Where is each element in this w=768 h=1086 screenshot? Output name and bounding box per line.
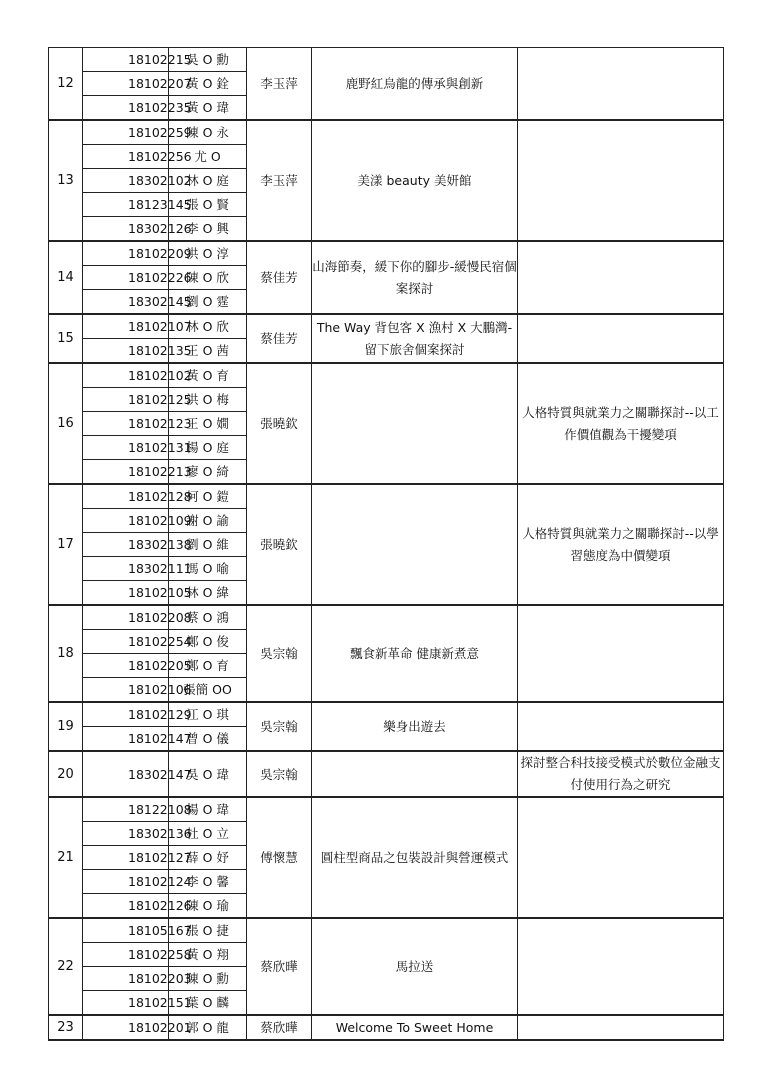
advisor-name: 李玉萍 — [247, 48, 312, 121]
group-number: 19 — [49, 702, 83, 751]
student-id: 18102105 — [83, 581, 169, 606]
table-row — [49, 363, 724, 388]
student-name: 張 O 賢 — [169, 193, 247, 217]
table-row — [49, 605, 724, 630]
student-name: 王 O 嫺 — [169, 412, 247, 436]
table-row — [49, 484, 724, 509]
table-row — [49, 797, 724, 822]
student-name: 柯 O 鎧 — [169, 484, 247, 509]
student-id: 18102213 — [83, 460, 169, 485]
student-id: 18102254 — [83, 630, 169, 654]
group-number: 13 — [49, 120, 83, 241]
student-name: 陳 O 欣 — [169, 266, 247, 290]
student-name: 李 O 興 — [169, 217, 247, 242]
advisor-name: 張曉欽 — [247, 363, 312, 484]
group-block — [49, 241, 724, 314]
table-row — [49, 48, 724, 72]
advisor-name: 蔡佳芳 — [247, 314, 312, 363]
project-title: 樂身出遊去 — [312, 702, 518, 751]
project-title: 鹿野紅烏龍的傳承與創新 — [312, 48, 518, 121]
student-id: 18102147 — [83, 727, 169, 752]
group-number: 15 — [49, 314, 83, 363]
student-name: 楊 O 庭 — [169, 436, 247, 460]
group-block — [49, 1015, 724, 1040]
student-id: 18102129 — [83, 702, 169, 727]
student-id: 18102201 — [83, 1015, 169, 1040]
student-name: 洪 O 淳 — [169, 241, 247, 266]
student-id: 18102125 — [83, 388, 169, 412]
student-name: 黃 O 翔 — [169, 943, 247, 967]
advisor-name: 李玉萍 — [247, 120, 312, 241]
research-topic — [518, 120, 724, 241]
student-name: 吳 O 瑋 — [169, 751, 247, 797]
student-id: 18102203 — [83, 967, 169, 991]
student-name: 黃 O 育 — [169, 363, 247, 388]
project-title: 馬拉送 — [312, 918, 518, 1015]
table-row — [49, 120, 724, 145]
group-number: 14 — [49, 241, 83, 314]
table-row — [49, 1015, 724, 1040]
research-topic — [518, 241, 724, 314]
student-id: 18102151 — [83, 991, 169, 1016]
project-title — [312, 751, 518, 797]
student-name: 鄭 O 育 — [169, 654, 247, 678]
research-topic: 人格特質與就業力之關聯探討--以學習態度為中價變項 — [518, 484, 724, 605]
group-block — [49, 48, 724, 121]
table-row — [49, 702, 724, 727]
student-id: 18102258 — [83, 943, 169, 967]
student-id: 18102107 — [83, 314, 169, 339]
student-name: 林 O 緯 — [169, 581, 247, 606]
student-id: 18122108 — [83, 797, 169, 822]
table-row — [49, 314, 724, 339]
group-block — [49, 751, 724, 797]
student-name: 劉 O 霆 — [169, 290, 247, 315]
student-id: 18302111 — [83, 557, 169, 581]
student-id: 18123145 — [83, 193, 169, 217]
student-id: 18302145 — [83, 290, 169, 315]
student-id: 18102106 — [83, 678, 169, 703]
group-block — [49, 314, 724, 363]
student-name: 陳 O 永 — [169, 120, 247, 145]
student-name: 薛 O 妤 — [169, 846, 247, 870]
student-id: 18102135 — [83, 339, 169, 364]
project-title: 美漾 beauty 美妍館 — [312, 120, 518, 241]
research-topic — [518, 797, 724, 918]
group-number: 20 — [49, 751, 83, 797]
student-name: 謝 O 諭 — [169, 509, 247, 533]
student-name: 黃 O 銓 — [169, 72, 247, 96]
table-row — [49, 751, 724, 797]
group-number: 12 — [49, 48, 83, 121]
student-id: 18102109 — [83, 509, 169, 533]
research-topic — [518, 1015, 724, 1040]
research-topic — [518, 605, 724, 702]
student-id: 18102259 — [83, 120, 169, 145]
student-id: 18302138 — [83, 533, 169, 557]
student-id: 18102215 — [83, 48, 169, 72]
project-groups-table — [48, 47, 724, 1041]
student-name: 劉 O 維 — [169, 533, 247, 557]
student-id: 18105167 — [83, 918, 169, 943]
project-title: 飄食新革命 健康新煮意 — [312, 605, 518, 702]
student-id: 18102207 — [83, 72, 169, 96]
research-topic — [518, 918, 724, 1015]
research-topic — [518, 314, 724, 363]
advisor-name: 吳宗翰 — [247, 605, 312, 702]
research-topic — [518, 48, 724, 121]
group-number: 23 — [49, 1015, 83, 1040]
student-id: 18302136 — [83, 822, 169, 846]
student-name: 陳 O 瑜 — [169, 894, 247, 919]
advisor-name: 吳宗翰 — [247, 702, 312, 751]
student-name: 杜 O 立 — [169, 822, 247, 846]
student-name: 江 O 琪 — [169, 702, 247, 727]
student-name: 黃 O 瑋 — [169, 96, 247, 121]
student-id: 18102123 — [83, 412, 169, 436]
project-title: Welcome To Sweet Home — [312, 1015, 518, 1040]
student-name: 葉 O 麟 — [169, 991, 247, 1016]
student-id: 18102256 — [83, 145, 169, 169]
student-id: 18102209 — [83, 241, 169, 266]
student-name: 馮 O 喻 — [169, 557, 247, 581]
student-name: 李 O 馨 — [169, 870, 247, 894]
student-name: 廖 O 綺 — [169, 460, 247, 485]
student-id: 18102205 — [83, 654, 169, 678]
project-title: The Way 背包客 X 漁村 X 大鵬灣-留下旅舍個案探討 — [312, 314, 518, 363]
student-name: 洪 O 梅 — [169, 388, 247, 412]
research-topic: 探討整合科技接受模式於數位金融支付使用行為之研究 — [518, 751, 724, 797]
group-block — [49, 797, 724, 918]
student-name: 陳 O 勳 — [169, 967, 247, 991]
student-name: 林 O 庭 — [169, 169, 247, 193]
advisor-name: 蔡欣曄 — [247, 918, 312, 1015]
student-name: 林 O 欣 — [169, 314, 247, 339]
group-number: 17 — [49, 484, 83, 605]
project-title — [312, 363, 518, 484]
student-name: 蔡 O 鴻 — [169, 605, 247, 630]
table-row — [49, 241, 724, 266]
student-id: 18102124 — [83, 870, 169, 894]
student-name: 郭 O 龍 — [169, 1015, 247, 1040]
group-number: 22 — [49, 918, 83, 1015]
group-block — [49, 702, 724, 751]
research-topic: 人格特質與就業力之關聯探討--以工作價值觀為干擾變項 — [518, 363, 724, 484]
student-name: 鄭 O 俊 — [169, 630, 247, 654]
group-block — [49, 363, 724, 484]
student-id: 18302102 — [83, 169, 169, 193]
student-id: 18102126 — [83, 894, 169, 919]
student-name: 王 O 茜 — [169, 339, 247, 364]
table-row — [49, 918, 724, 943]
student-id: 18102235 — [83, 96, 169, 121]
student-id: 18302147 — [83, 751, 169, 797]
group-number: 18 — [49, 605, 83, 702]
group-number: 21 — [49, 797, 83, 918]
student-name: 曾 O 儀 — [169, 727, 247, 752]
advisor-name: 張曉欽 — [247, 484, 312, 605]
project-title: 圓柱型商品之包裝設計與營運模式 — [312, 797, 518, 918]
student-id: 18102127 — [83, 846, 169, 870]
group-block — [49, 120, 724, 241]
advisor-name: 吳宗翰 — [247, 751, 312, 797]
group-block — [49, 918, 724, 1015]
student-id: 18102102 — [83, 363, 169, 388]
student-id: 18102226 — [83, 266, 169, 290]
research-topic — [518, 702, 724, 751]
project-title: 山海節奏，緩下你的腳步-緩慢民宿個案探討 — [312, 241, 518, 314]
student-name: 尤 O — [169, 145, 247, 169]
student-name: 楊 O 瑋 — [169, 797, 247, 822]
student-id: 18102128 — [83, 484, 169, 509]
group-block — [49, 605, 724, 702]
group-number: 16 — [49, 363, 83, 484]
group-block — [49, 484, 724, 605]
student-id: 18302126 — [83, 217, 169, 242]
student-name: 吳 O 勳 — [169, 48, 247, 72]
advisor-name: 傅懷慧 — [247, 797, 312, 918]
project-title — [312, 484, 518, 605]
student-name: 張 O 捷 — [169, 918, 247, 943]
advisor-name: 蔡欣曄 — [247, 1015, 312, 1040]
student-id: 18102131 — [83, 436, 169, 460]
student-name: 張簡 OO — [169, 678, 247, 703]
student-id: 18102208 — [83, 605, 169, 630]
advisor-name: 蔡佳芳 — [247, 241, 312, 314]
